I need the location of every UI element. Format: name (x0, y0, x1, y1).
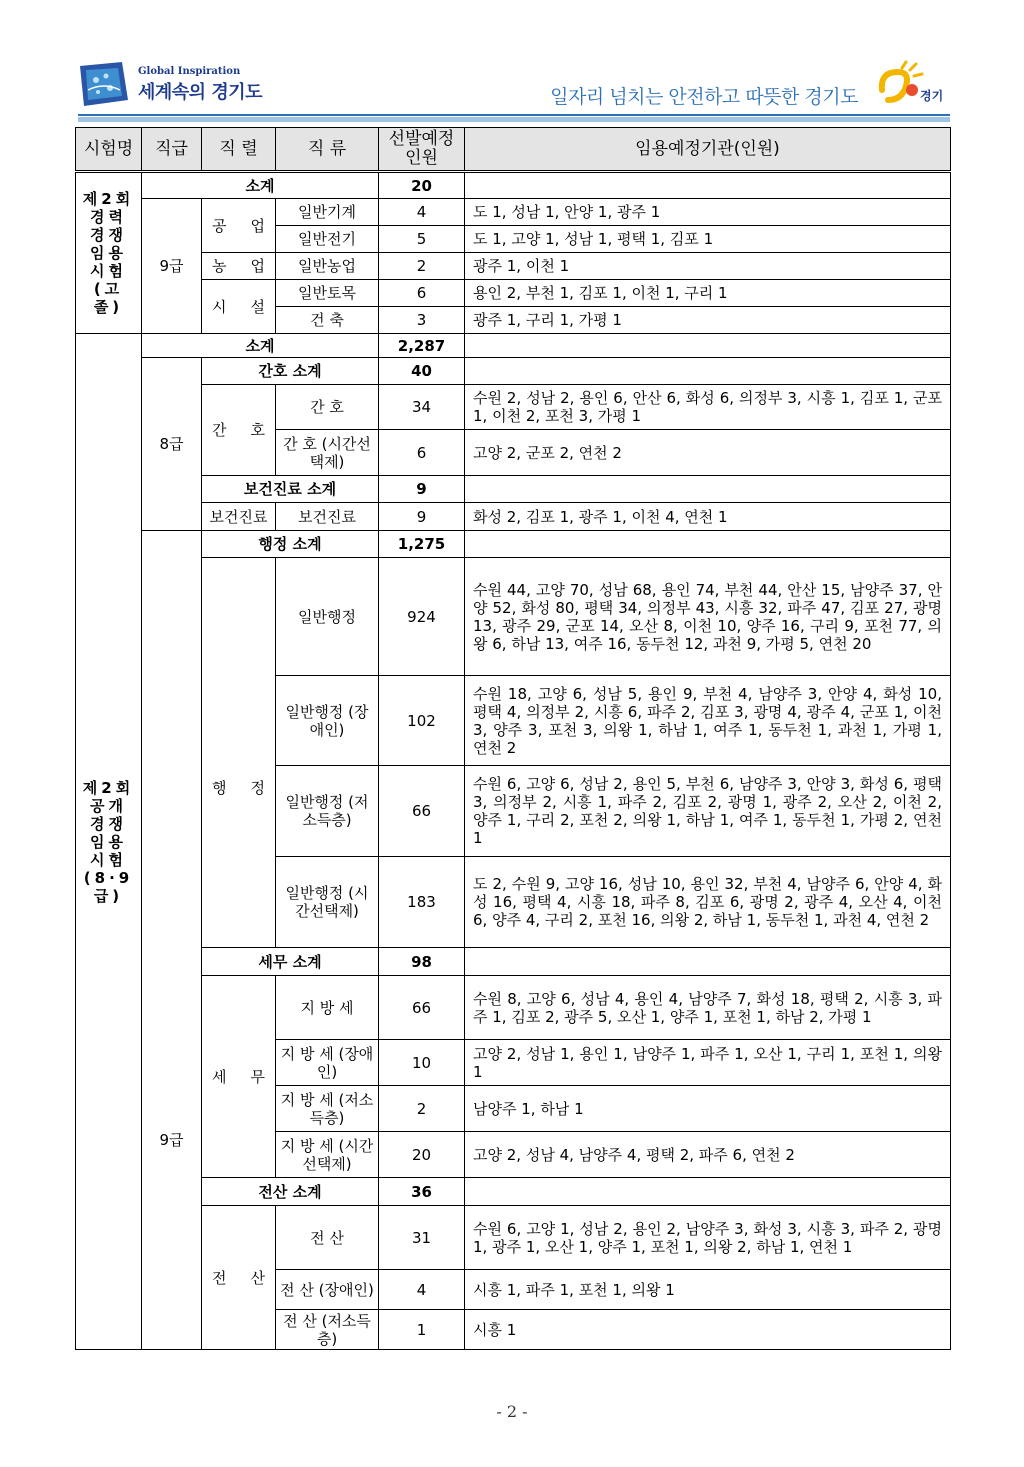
table-row (76, 948, 951, 976)
table-row (76, 253, 951, 280)
agency-cell: 시흥 1, 파주 1, 포천 1, 의왕 1 (465, 1270, 951, 1310)
series-cell: 행 정 (202, 558, 276, 948)
class-cell: 일반농업 (276, 253, 379, 280)
agency-cell: 도 1, 고양 1, 성남 1, 평택 1, 김포 1 (465, 226, 951, 253)
subtotal-label: 소계 (142, 334, 379, 358)
agency-cell: 수원 2, 성남 2, 용인 6, 안산 6, 화성 6, 의정부 3, 시흥 1, 김포 1, 군포 1, 이천 2, 포천 3, 가평 1 (465, 385, 951, 430)
brand-emblem-icon (876, 60, 950, 110)
class-cell: 일반행정 (276, 558, 379, 676)
agency-cell: 광주 1, 이천 1 (465, 253, 951, 280)
count-cell: 183 (379, 857, 465, 948)
class-cell: 지 방 세 (276, 976, 379, 1040)
count-cell: 20 (379, 1132, 465, 1178)
series-cell: 간 호 (202, 385, 276, 476)
count-cell: 66 (379, 976, 465, 1040)
count-cell: 102 (379, 676, 465, 766)
count-cell: 9 (379, 503, 465, 531)
subtotal-label: 세무 소계 (202, 948, 379, 976)
count-cell: 2 (379, 253, 465, 280)
col-header-series: 직 렬 (202, 128, 276, 172)
agency-cell: 용인 2, 부천 1, 김포 1, 이천 1, 구리 1 (465, 280, 951, 307)
table-row (76, 358, 951, 385)
class-cell: 일반행정 (시간선택제) (276, 857, 379, 948)
svg-text:경기: 경기 (920, 89, 944, 103)
agency-cell: 화성 2, 김포 1, 광주 1, 이천 4, 연천 1 (465, 503, 951, 531)
count-cell: 4 (379, 199, 465, 226)
count-cell: 66 (379, 766, 465, 857)
agency-cell: 고양 2, 성남 1, 용인 1, 남양주 1, 파주 1, 오산 1, 구리 1, 포천 1, 의왕 1 (465, 1040, 951, 1086)
count-cell: 34 (379, 385, 465, 430)
col-header-exam: 시험명 (76, 128, 142, 172)
count-cell: 924 (379, 558, 465, 676)
class-cell: 일반행정 (장애인) (276, 676, 379, 766)
agency-cell: 남양주 1, 하남 1 (465, 1086, 951, 1132)
recruitment-table (75, 127, 951, 1350)
agency-cell: 고양 2, 성남 4, 남양주 4, 평택 2, 파주 6, 연천 2 (465, 1132, 951, 1178)
exam-name: 제2회 경력 경쟁 임용 시험 (고졸) (76, 172, 142, 334)
count-cell: 3 (379, 307, 465, 334)
table-row (76, 172, 951, 199)
count-cell: 4 (379, 1270, 465, 1310)
subtotal-count: 40 (379, 358, 465, 385)
count-cell: 1 (379, 1310, 465, 1350)
subtotal-count: 2,287 (379, 334, 465, 358)
col-header-agencies: 임용예정기관(인원) (465, 128, 951, 172)
class-cell: 일반행정 (저소득층) (276, 766, 379, 857)
grade-cell: 9급 (142, 531, 202, 1350)
exam-name: 제2회 공개 경쟁 임용 시험 (8·9급) (76, 334, 142, 1350)
series-cell: 보건진료 (202, 503, 276, 531)
class-cell: 간 호 (시간선택제) (276, 430, 379, 476)
series-cell: 농 업 (202, 253, 276, 280)
class-cell: 전 산 (276, 1206, 379, 1270)
logo-wordmark (138, 66, 262, 104)
table-row (76, 558, 951, 676)
subtotal-label: 소계 (142, 172, 379, 199)
subtotal-count: 98 (379, 948, 465, 976)
series-cell: 공 업 (202, 199, 276, 253)
subtotal-label: 전산 소계 (202, 1178, 379, 1206)
class-cell: 일반전기 (276, 226, 379, 253)
class-cell: 지 방 세 (장애인) (276, 1040, 379, 1086)
agency-cell: 도 2, 수원 9, 고양 16, 성남 10, 용인 32, 부천 4, 남양주 6, 안양 4, 화성 16, 평택 4, 시흥 18, 파주 8, 김포 6, 광명 2, 광주 4, 오산 4, 이천 6, 양주 4, 구리 2, 포천 16, 의왕 2, 하남 1, 동두천 1, 과천 4, 연천 2 (465, 857, 951, 948)
count-cell: 2 (379, 1086, 465, 1132)
subtotal-count: 20 (379, 172, 465, 199)
count-cell: 6 (379, 430, 465, 476)
class-cell: 지 방 세 (저소득층) (276, 1086, 379, 1132)
subtotal-label: 간호 소계 (202, 358, 379, 385)
table-row (76, 503, 951, 531)
slogan: 일자리 넘치는 안전하고 따뜻한 경기도 (550, 86, 858, 108)
table-row (76, 199, 951, 226)
series-cell: 전 산 (202, 1206, 276, 1350)
subtotal-label: 행정 소계 (202, 531, 379, 558)
page-number: - 2 - (496, 1402, 528, 1421)
header-rule-accent (78, 117, 950, 122)
series-cell: 시 설 (202, 280, 276, 334)
table-row (76, 334, 951, 358)
class-cell: 전 산 (장애인) (276, 1270, 379, 1310)
agency-cell: 도 1, 성남 1, 안양 1, 광주 1 (465, 199, 951, 226)
count-cell: 6 (379, 280, 465, 307)
class-cell: 건 축 (276, 307, 379, 334)
class-cell: 전 산 (저소득층) (276, 1310, 379, 1350)
col-header-grade: 직급 (142, 128, 202, 172)
agency-cell: 수원 6, 고양 6, 성남 2, 용인 5, 부천 6, 남양주 3, 안양 3, 화성 6, 평택 3, 의정부 2, 시흥 1, 파주 2, 김포 2, 광명 1, 광주 2, 오산 2, 이천 2, 양주 1, 구리 2, 포천 2, 의왕 1, 하남 1, 여주 1, 동두천 1, 가평 2, 연천 1 (465, 766, 951, 857)
count-cell: 31 (379, 1206, 465, 1270)
table-row (76, 280, 951, 307)
table-row (76, 476, 951, 503)
subtotal-count: 36 (379, 1178, 465, 1206)
class-cell: 일반토목 (276, 280, 379, 307)
series-cell: 세 무 (202, 976, 276, 1178)
class-cell: 지 방 세 (시간선택제) (276, 1132, 379, 1178)
table-row (76, 385, 951, 430)
class-cell: 간 호 (276, 385, 379, 430)
agency-cell: 수원 18, 고양 6, 성남 5, 용인 9, 부천 4, 남양주 3, 안양 4, 화성 10, 평택 4, 의정부 2, 시흥 6, 파주 2, 김포 3, 광명 4, 광주 4, 군포 1, 이천 3, 양주 3, 포천 3, 의왕 1, 하남 1, 여주 1, 동두천 1, 과천 1, 가평 1, 연천 2 (465, 676, 951, 766)
count-cell: 5 (379, 226, 465, 253)
page-header (78, 58, 950, 118)
col-header-count: 선발예정 인원 (379, 128, 465, 172)
agency-cell: 고양 2, 군포 2, 연천 2 (465, 430, 951, 476)
subtotal-label: 보건진료 소계 (202, 476, 379, 503)
logo-tagline: Global Inspiration (138, 66, 241, 77)
agency-cell: 수원 44, 고양 70, 성남 68, 용인 74, 부천 44, 안산 15, 남양주 37, 안양 52, 화성 80, 평택 34, 의정부 43, 시흥 32, 파주 47, 김포 27, 광명 13, 광주 29, 군포 14, 오산 8, 이천 10, 양주 16, 구리 9, 포천 77, 의왕 6, 하남 13, 여주 16, 동두천 12, 과천 9, 가평 5, 연천 20 (465, 558, 951, 676)
table-row (76, 531, 951, 558)
agency-cell: 수원 6, 고양 1, 성남 2, 용인 2, 남양주 3, 화성 3, 시흥 3, 파주 2, 광명 1, 광주 1, 오산 1, 양주 1, 포천 1, 의왕 2, 하남 1, 연천 1 (465, 1206, 951, 1270)
class-cell: 일반기계 (276, 199, 379, 226)
subtotal-count: 1,275 (379, 531, 465, 558)
subtotal-count: 9 (379, 476, 465, 503)
table-row (76, 976, 951, 1040)
agency-cell: 시흥 1 (465, 1310, 951, 1350)
table-row (76, 1206, 951, 1270)
grade-cell: 9급 (142, 199, 202, 334)
class-cell: 보건진료 (276, 503, 379, 531)
count-cell: 10 (379, 1040, 465, 1086)
agency-cell: 광주 1, 구리 1, 가평 1 (465, 307, 951, 334)
header-rule (78, 114, 950, 116)
col-header-class: 직 류 (276, 128, 379, 172)
gyeonggi-logo-icon (78, 60, 130, 108)
table-header-row (76, 128, 951, 172)
logo-title: 세계속의 경기도 (138, 82, 262, 103)
grade-cell: 8급 (142, 358, 202, 531)
agency-cell: 수원 8, 고양 6, 성남 4, 용인 4, 남양주 7, 화성 18, 평택 2, 시흥 3, 파주 1, 김포 2, 광주 5, 오산 1, 양주 1, 포천 1, 하남 2, 가평 1 (465, 976, 951, 1040)
table-row (76, 1178, 951, 1206)
